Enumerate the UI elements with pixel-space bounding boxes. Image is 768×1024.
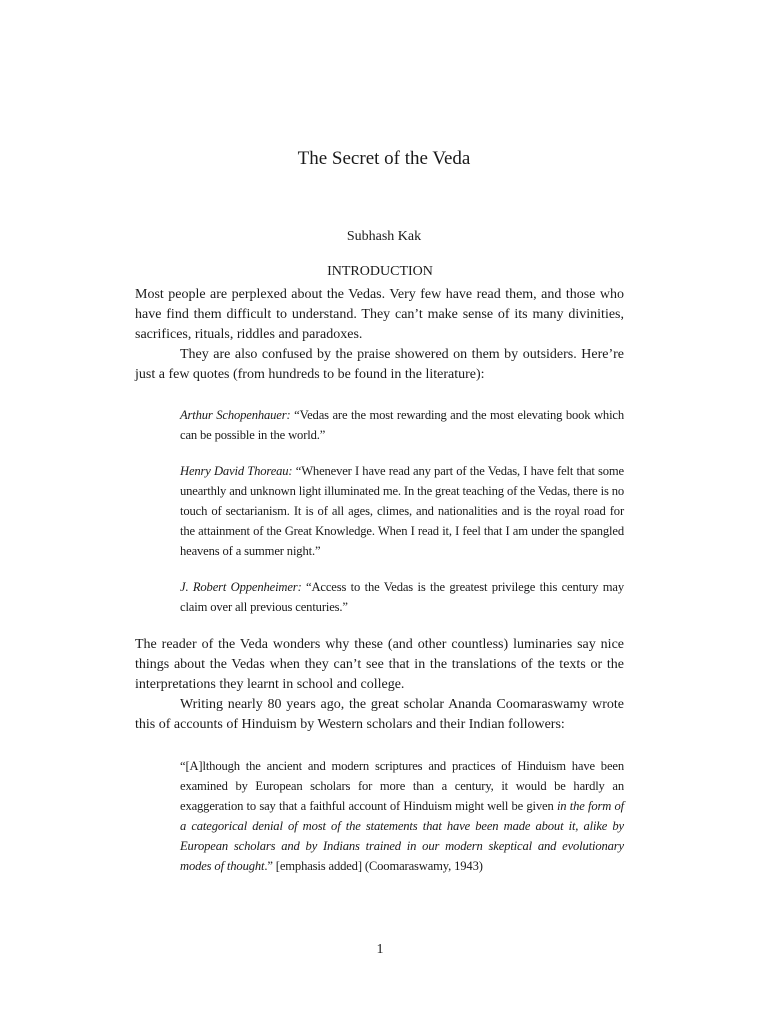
quote-speaker: Arthur Schopenhauer: xyxy=(180,408,291,422)
paragraph-coomaraswamy: Writing nearly 80 years ago, the great scholar Ananda Coomaraswamy wrote this of accounts of Hinduism by Western scholars and their Indian followers: xyxy=(135,697,624,732)
blockquote-closing: .” [emphasis added] (Coomaraswamy, 1943) xyxy=(264,859,483,873)
quote-text: “Vedas are the most rewarding and the most elevating book which can be possible in the world.” xyxy=(180,408,625,442)
reader-paragraphs xyxy=(135,635,624,735)
quote-oppenheimer xyxy=(180,577,624,617)
page-title: The Secret of the Veda xyxy=(297,148,471,169)
paragraph-intro: Most people are perplexed about the Vedas. Very few have read them, and those who have find them difficult to understand. They can’t make sense of its many divinities, sacrifices, rituals, riddles and paradoxes. xyxy=(135,287,624,342)
blockquote-emphasis: in the form of a categorical denial of most of the statements that have been made about it, alike by European scholars and by Indians trained in our modern skeptical and evolutionary modes of thought xyxy=(180,799,624,873)
page-number: 1 xyxy=(376,942,384,957)
paragraph-reader: The reader of the Veda wonders why these (and other countless) luminaries say nice things about the Vedas when they can’t see that in the translations of the texts or the interpretations they learnt in school and college. xyxy=(135,637,624,692)
quote-speaker: Henry David Thoreau: xyxy=(180,464,293,478)
quote-text: “Whenever I have read any part of the Vedas, I have felt that some unearthly and unknown light illuminated me. In the great teaching of the Vedas, there is no touch of sectarianism. It is of all ages, climes, and nationalities and is the royal road for the attainment of the Great Knowledge. When I read it, I feel that I am under the spangled heavens of a summer night.” xyxy=(180,464,624,558)
intro-paragraphs xyxy=(135,285,624,385)
coomaraswamy-blockquote xyxy=(180,756,624,876)
paragraph-praise: They are also confused by the praise showered on them by outsiders. Here’re just a few quotes (from hundreds to be found in the literature): xyxy=(135,347,624,382)
section-heading: INTRODUCTION xyxy=(327,264,433,279)
quote-speaker: J. Robert Oppenheimer: xyxy=(180,580,302,594)
author-name: Subhash Kak xyxy=(346,229,422,244)
blockquote-plain: “[A]lthough the ancient and modern scriptures and practices of Hinduism have been examined by European scholars for more than a century, it would be hardly an exaggeration to say that a faithful account of Hinduism might well be given xyxy=(180,759,624,813)
quote-text: “Access to the Vedas is the greatest privilege this century may claim over all previous centuries.” xyxy=(180,580,624,614)
quote-schopenhauer xyxy=(180,405,624,445)
quote-thoreau xyxy=(180,461,624,561)
